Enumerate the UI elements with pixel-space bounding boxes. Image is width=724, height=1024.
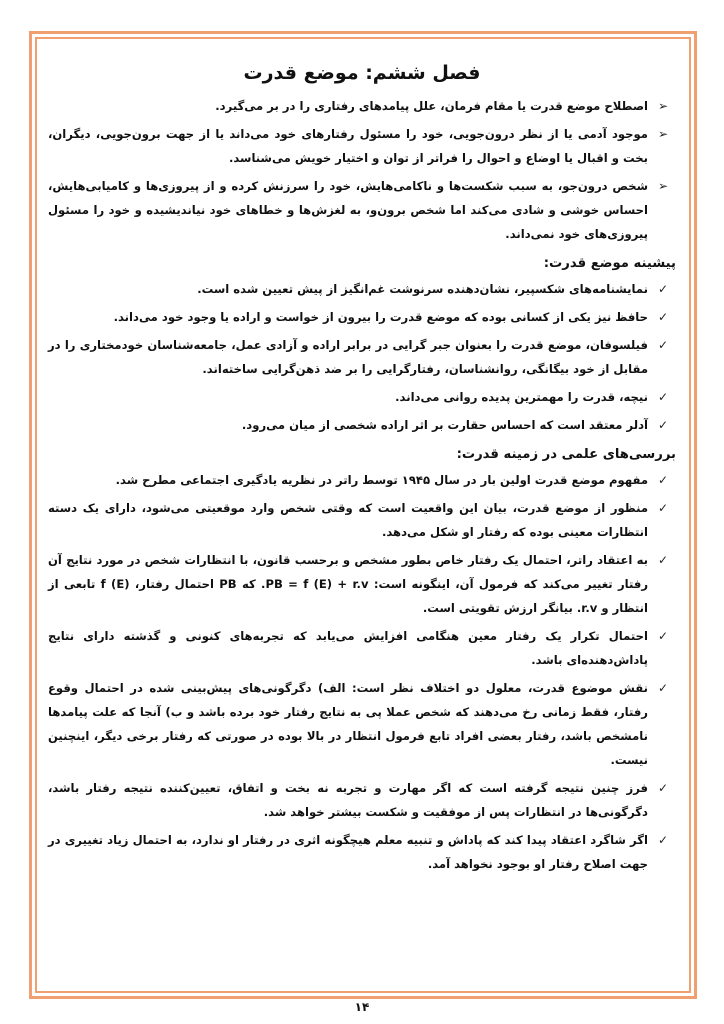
- list-item: [48, 305, 676, 329]
- list-item-text: نیچه، قدرت را مهمترین پدیده روانی می‌داند.: [395, 390, 648, 404]
- background-heading: پیشینه موضع قدرت:: [543, 256, 676, 271]
- list-item-text: مفهوم موضع قدرت اولین بار در سال ۱۹۴۵ توسط راتر در نظریه یادگیری اجتماعی مطرح شد.: [115, 473, 648, 487]
- research-heading: بررسی‌های علمی در زمینه قدرت:: [456, 447, 676, 462]
- list-item: [48, 776, 676, 824]
- checkmark-icon: ✓: [657, 781, 668, 795]
- list-item-text: موجود آدمی یا از نظر درون‌جویی، خود را مسئول رفتارهای خود می‌داند یا از جهت برون‌جویی، دیگران، بخت و اقبال یا اوضاع و احوال را فراتر از توان و اختیار خویش می‌شناسد.: [48, 127, 648, 165]
- checkmark-icon: ✓: [657, 501, 668, 515]
- checkmark-icon: ✓: [657, 338, 668, 352]
- list-item: [48, 624, 676, 672]
- list-item: [48, 174, 676, 246]
- list-item: [48, 468, 676, 492]
- checkmark-icon: ✓: [657, 629, 668, 643]
- list-item: [48, 385, 676, 409]
- checkmark-icon: ✓: [657, 390, 668, 404]
- list-item: [48, 676, 676, 772]
- list-item: [48, 94, 676, 118]
- list-item-text: نقش موضوع قدرت، معلول دو اختلاف نظر است: الف) دگرگونی‌های پیش‌بینی شده در احتمال وقوع رفتار، فقط زمانی رخ می‌دهند که شخص عملا پی به نتایج رفتار خود برده باشد و ب) آنجا که علت پیامدها نامشخص باشد، رفتار بعضی افراد تابع فرمول انتظار در بالا بوده در صورتی که رفتار برخی دیگر، اینچنین نیست.: [48, 681, 648, 767]
- document-page: [48, 62, 676, 1014]
- list-item-text: فیلسوفان، موضع قدرت را بعنوان جبر گرایی در برابر اراده و آزادی عمل، جامعه‌شناسان خودمختاری را در مقابل از خود بیگانگی، روانشناسان، رفتارگرایی را بر ضد ذهن‌گرایی ساخته‌اند.: [48, 338, 648, 376]
- list-item: [48, 122, 676, 170]
- list-item: [48, 828, 676, 876]
- list-item-text: به اعتقاد راتر، احتمال یک رفتار خاص بطور مشخص و برحسب قانون، با انتظارات شخص در مورد نتایج آن رفتار تغییر می‌کند که فرمول آن، اینگونه است: PB = f (E) + r.v. که PB احتمال رفتار، f (E) تابعی از انتظار و r.v. بیانگر ارزش تقویتی است.: [48, 553, 648, 615]
- checkmark-icon: ✓: [657, 473, 668, 487]
- list-item: [48, 413, 676, 437]
- page-number: ۱۴: [354, 1000, 370, 1014]
- list-item: [48, 496, 676, 544]
- research-list: [48, 468, 676, 876]
- list-item: [48, 277, 676, 301]
- background-list: [48, 277, 676, 437]
- list-item-text: اصطلاح موضع قدرت یا مقام فرمان، علل پیامدهای رفتاری را در بر می‌گیرد.: [215, 99, 648, 113]
- checkmark-icon: ✓: [657, 310, 668, 324]
- list-item-text: شخص درون‌جو، به سبب شکست‌ها و ناکامی‌هایش، خود را سرزنش کرده و از پیروزی‌ها و کامیابی‌هایش، احساس خوشی و شادی می‌کند اما شخص برون‌و، به لغزش‌ها و خطاهای خود نیاندیشیده و خود را مسئول پیروزی‌های خود نمی‌داند.: [48, 179, 648, 241]
- list-item-text: آدلر معتقد است که احساس حقارت بر اثر اراده شخصی از میان می‌رود.: [241, 418, 648, 432]
- list-item-text: منظور از موضع قدرت، بیان این واقعیت است که وقتی شخص وارد موقعیتی می‌شود، دارای یک دسته انتظارات معینی بوده که رفتار او شکل می‌دهد.: [48, 501, 648, 539]
- checkmark-icon: ✓: [657, 418, 668, 432]
- arrow-bullet-icon: ➢: [657, 127, 668, 141]
- checkmark-icon: ✓: [657, 833, 668, 847]
- list-item: [48, 548, 676, 620]
- arrow-bullet-icon: ➢: [657, 179, 668, 193]
- list-item-text: احتمال تکرار یک رفتار معین هنگامی افزایش می‌یابد که تجربه‌های کنونی و گذشته دارای نتایج پاداش‌دهنده‌ای باشد.: [48, 629, 648, 667]
- arrow-bullet-icon: ➢: [657, 99, 668, 113]
- checkmark-icon: ✓: [657, 553, 668, 567]
- intro-list: [48, 94, 676, 246]
- list-item: [48, 333, 676, 381]
- chapter-title: فصل ششم: موضع قدرت: [243, 62, 481, 84]
- checkmark-icon: ✓: [657, 282, 668, 296]
- list-item-text: فرز چنین نتیجه گرفته است که اگر مهارت و تجربه نه بخت و اتفاق، تعیین‌کننده نتیجه رفتار باشد، دگرگونی‌ها در انتظارات پس از موفقیت و شکست بیشتر خواهد شد.: [48, 781, 648, 819]
- list-item-text: حافظ نیز یکی از کسانی بوده که موضع قدرت را بیرون از خواست و اراده یا وجود خود می‌داند.: [113, 310, 648, 324]
- list-item-text: نمایشنامه‌های شکسپیر، نشان‌دهنده سرنوشت غم‌انگیز از پیش تعیین شده است.: [197, 282, 648, 296]
- checkmark-icon: ✓: [657, 681, 668, 695]
- list-item-text: اگر شاگرد اعتقاد پیدا کند که پاداش و تنبیه معلم هیچگونه اثری در رفتار او ندارد، به احتمال زیاد تغییری در جهت اصلاح رفتار او بوجود نخواهد آمد.: [48, 833, 648, 871]
